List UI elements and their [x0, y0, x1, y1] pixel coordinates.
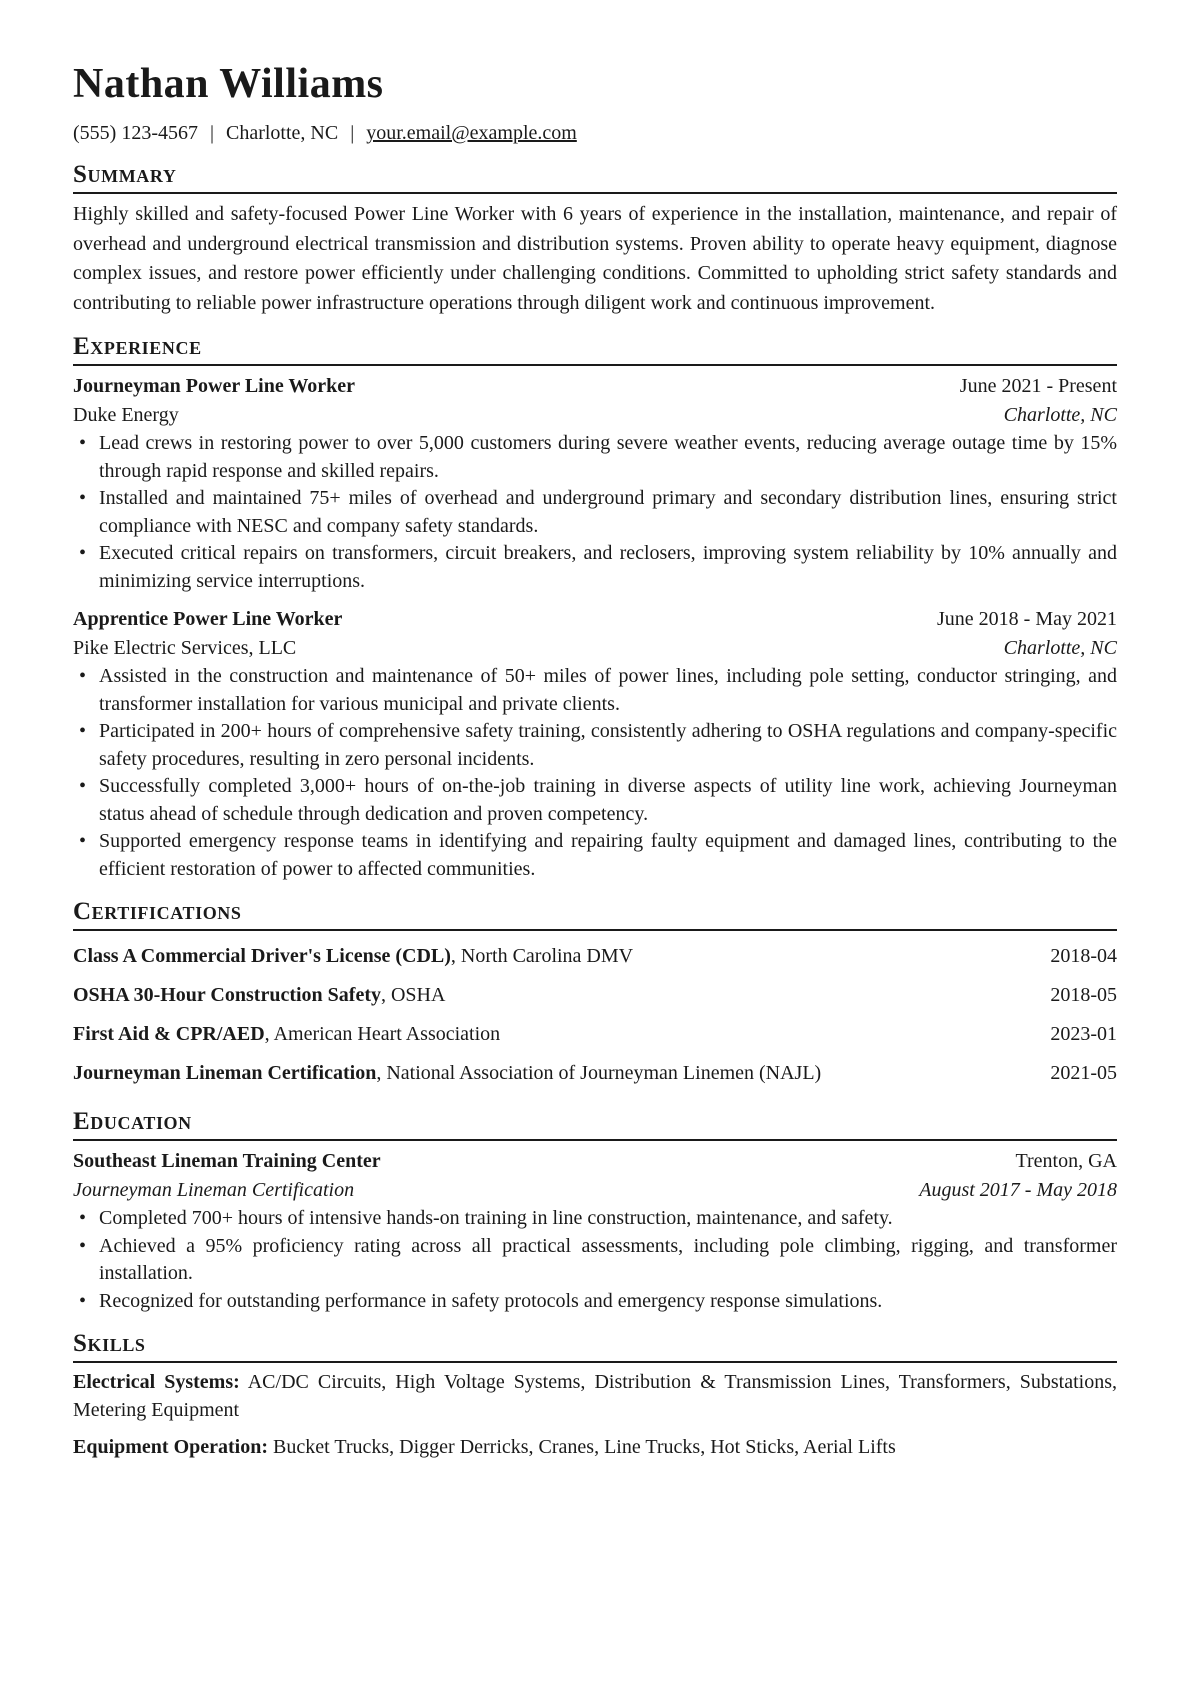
section-title-certifications: Certifications [73, 897, 1117, 931]
cert-date: 2018-04 [1050, 945, 1117, 967]
job-location: Charlotte, NC [1003, 404, 1117, 426]
bullet-icon: • [79, 830, 87, 852]
contact-separator: | [350, 122, 355, 144]
skill-row [73, 1434, 1117, 1462]
cert-date: 2021-05 [1050, 1062, 1117, 1084]
section-title-summary: Summary [73, 160, 1117, 194]
job-entry [73, 372, 1117, 595]
section-title-education: Education [73, 1107, 1117, 1141]
list-item [73, 1205, 1117, 1233]
cert-issuer: , American Heart Association [264, 1023, 501, 1045]
list-item [73, 540, 1117, 595]
bullet-icon: • [79, 775, 87, 797]
job-dates: June 2021 - Present [959, 375, 1117, 397]
cert-row [73, 1015, 1117, 1054]
cert-row [73, 937, 1117, 976]
bullet-text: Recognized for outstanding performance in safety protocols and emergency response simulations. [99, 1289, 883, 1312]
cert-issuer: , National Association of Journeyman Linemen (NAJL) [376, 1062, 822, 1084]
list-item [73, 828, 1117, 883]
bullet-text: Participated in 200+ hours of comprehensive safety training, consistently adhering to OSHA regulations and company-specific safety procedures, resulting in zero personal incidents. [99, 720, 1117, 770]
bullet-text: Installed and maintained 75+ miles of overhead and underground primary and secondary distribution lines, ensuring strict compliance with NESC and company safety standards. [99, 487, 1117, 537]
email-link[interactable]: your.email@example.com [366, 122, 577, 144]
phone: (555) 123-4567 [73, 122, 198, 144]
cert-date: 2023-01 [1050, 1023, 1117, 1045]
list-item [73, 773, 1117, 828]
cert-row [73, 976, 1117, 1015]
bullet-icon: • [79, 720, 87, 742]
education-bullets [73, 1205, 1117, 1315]
list-item [73, 1288, 1117, 1316]
school-location: Trenton, GA [1015, 1150, 1117, 1172]
certifications-section [73, 897, 1117, 1093]
program-name: Journeyman Lineman Certification [73, 1179, 355, 1201]
bullet-icon: • [79, 665, 87, 687]
school-name: Southeast Lineman Training Center [73, 1150, 381, 1172]
job-company: Pike Electric Services, LLC [73, 637, 297, 659]
education-dates: August 2017 - May 2018 [919, 1179, 1117, 1201]
bullet-text: Lead crews in restoring power to over 5,000 customers during severe weather events, reducing average outage time by 15% through rapid response and skilled repairs. [99, 432, 1117, 482]
list-item [73, 663, 1117, 718]
job-role: Apprentice Power Line Worker [73, 608, 343, 630]
cert-name: First Aid & CPR/AED [73, 1023, 265, 1045]
skill-value: AC/DC Circuits, High Voltage Systems, Distribution & Transmission Lines, Transformers, Substations, Metering Equipment [73, 1371, 1117, 1421]
skills-section [73, 1329, 1117, 1462]
cert-issuer: , OSHA [380, 984, 446, 1006]
experience-section [73, 332, 1117, 883]
summary-text: Highly skilled and safety-focused Power Line Worker with 6 years of experience in the installation, maintenance, and repair of overhead and underground electrical transmission and distribution systems. Proven ability to operate heavy equipment, diagnose complex issues, and restore power efficiently under challenging conditions. Committed to upholding strict safety standards and contributing to reliable power infrastructure operations through diligent work and continuous improvement. [73, 203, 1117, 314]
education-section [73, 1107, 1117, 1315]
skill-label: Electrical Systems: [73, 1371, 240, 1393]
bullet-icon: • [79, 487, 87, 509]
list-item [73, 718, 1117, 773]
bullet-text: Assisted in the construction and maintenance of 50+ miles of power lines, including pole setting, conductor stringing, and transformer installation for various municipal and private clients. [99, 665, 1117, 715]
skill-value: Bucket Trucks, Digger Derricks, Cranes, Line Trucks, Hot Sticks, Aerial Lifts [268, 1436, 896, 1458]
job-entry [73, 605, 1117, 883]
job-role: Journeyman Power Line Worker [73, 375, 356, 397]
job-bullets [73, 430, 1117, 595]
bullet-text: Completed 700+ hours of intensive hands-on training in line construction, maintenance, and safety. [99, 1207, 893, 1229]
skill-label: Equipment Operation: [73, 1436, 269, 1458]
list-item [73, 1233, 1117, 1288]
bullet-text: Executed critical repairs on transformers, circuit breakers, and reclosers, improving system reliability by 10% annually and minimizing service interruptions. [99, 542, 1117, 592]
location: Charlotte, NC [226, 122, 339, 144]
bullet-icon: • [79, 1289, 87, 1312]
bullet-text: Supported emergency response teams in identifying and repairing faulty equipment and damaged lines, contributing to the efficient restoration of power to affected communities. [99, 830, 1117, 880]
candidate-name: Nathan Williams [73, 61, 384, 107]
cert-date: 2018-05 [1050, 984, 1117, 1006]
bullet-text: Successfully completed 3,000+ hours of on-the-job training in diverse aspects of utility line work, achieving Journeyman status ahead of schedule through dedication and proven competency. [99, 775, 1117, 825]
bullet-icon: • [79, 1234, 87, 1257]
job-company: Duke Energy [73, 404, 179, 426]
bullet-text: Achieved a 95% proficiency rating across all practical assessments, including pole climbing, rigging, and transformer installation. [99, 1234, 1117, 1284]
bullet-icon: • [79, 432, 87, 454]
section-title-experience: Experience [73, 332, 1117, 366]
job-dates: June 2018 - May 2021 [937, 608, 1117, 630]
bullet-icon: • [79, 1207, 87, 1229]
cert-issuer: , North Carolina DMV [450, 945, 634, 967]
cert-name: OSHA 30-Hour Construction Safety [73, 984, 381, 1006]
contact-line [73, 120, 1117, 146]
cert-row [73, 1054, 1117, 1093]
cert-name: Class A Commercial Driver's License (CDL) [73, 945, 451, 967]
bullet-icon: • [79, 542, 87, 564]
summary-section [73, 160, 1117, 318]
job-location: Charlotte, NC [1003, 637, 1117, 659]
list-item [73, 485, 1117, 540]
list-item [73, 430, 1117, 485]
job-bullets [73, 663, 1117, 883]
cert-name: Journeyman Lineman Certification [73, 1062, 377, 1084]
section-title-skills: Skills [73, 1329, 1117, 1363]
contact-separator: | [209, 122, 214, 144]
skill-row [73, 1369, 1117, 1424]
